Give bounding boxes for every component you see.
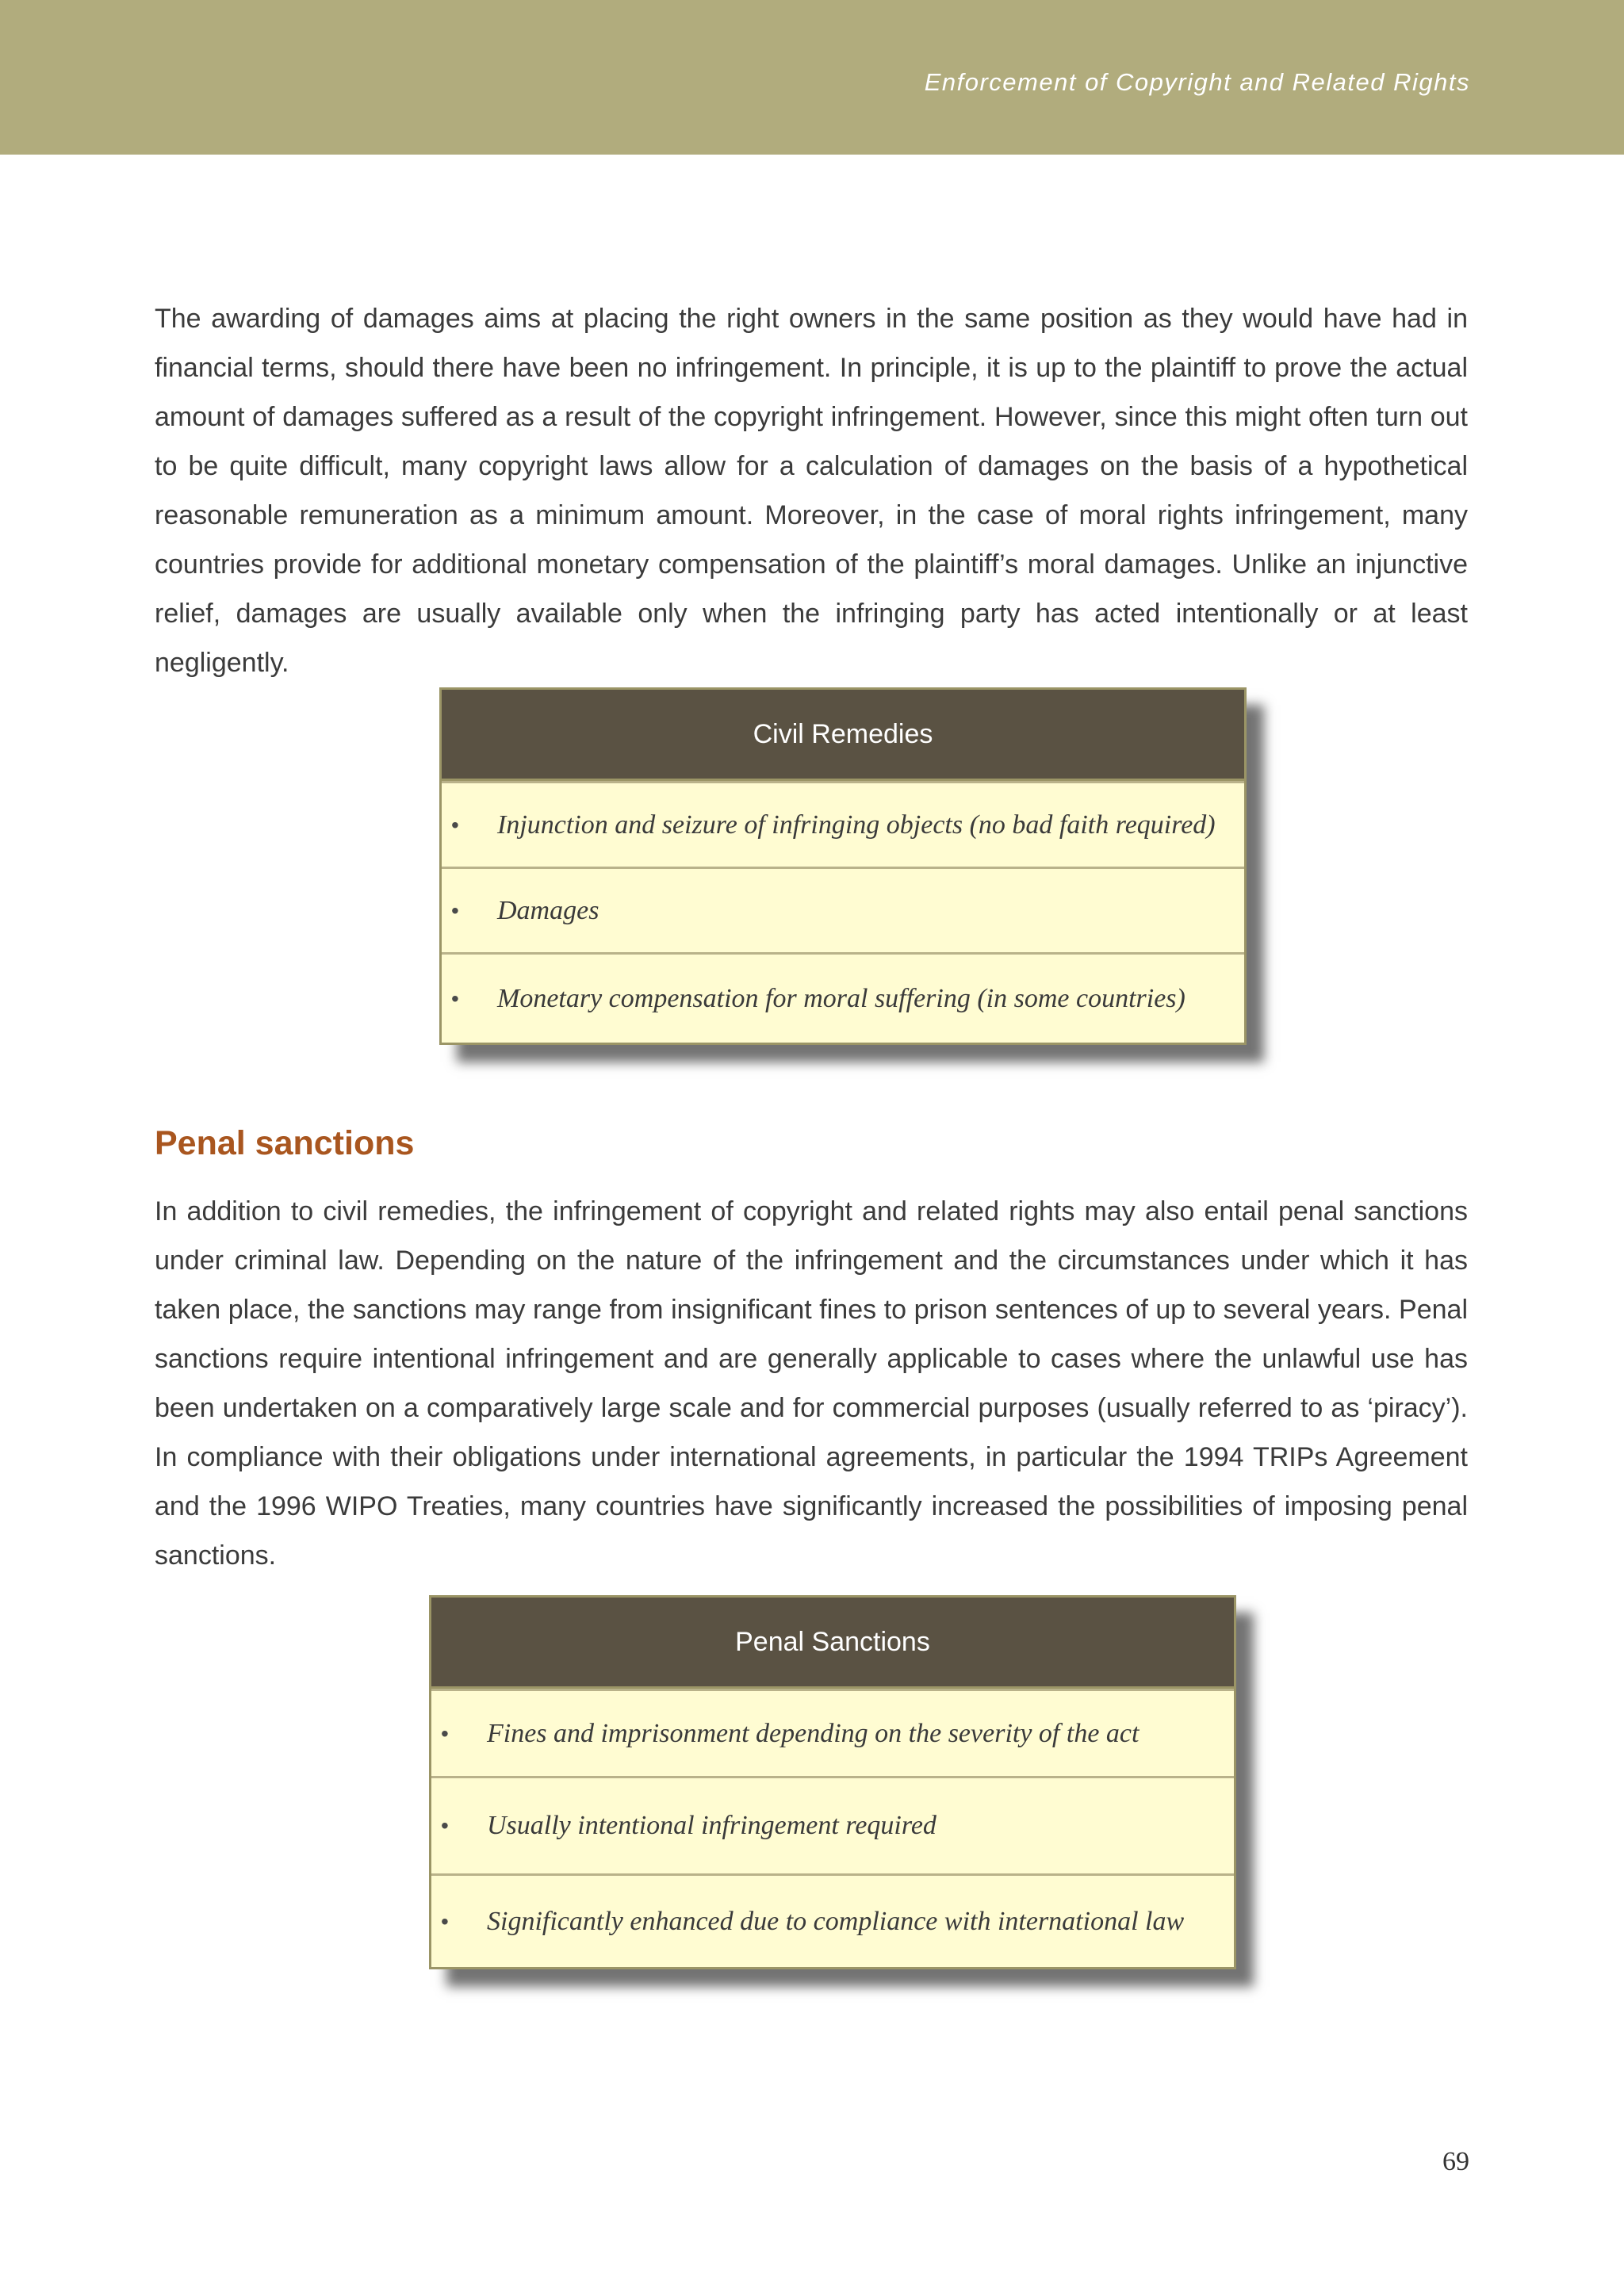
penal-sanctions-item xyxy=(431,1776,1234,1873)
civil-remedies-item-text: Damages xyxy=(497,895,599,925)
bullet-icon: • xyxy=(441,1908,449,1934)
penal-sanctions-item-text: Usually intentional infringement required xyxy=(487,1811,936,1840)
body-paragraph-penal: In addition to civil remedies, the infringement of copyright and related rights may also entail penal sanctions under criminal law. Depending on the nature of the infringement and the circumstances under which it has taken place, the sanctions may range from insignificant fines to prison sentences of up to several years. Penal sanctions require intentional infringement and are generally applicable to cases where the unlawful use has been undertaken on a comparatively large scale and for commercial purposes (usually referred to as ‘piracy’). In compliance with their obligations under international agreements, in particular the 1994 TRIPs Agreement and the 1996 WIPO Treaties, many countries have significantly increased the possibilities of imposing penal sanctions. xyxy=(155,1196,1468,1571)
civil-remedies-item-text: Injunction and seizure of infringing objects (no bad faith required) xyxy=(497,809,1216,840)
civil-remedies-item xyxy=(442,867,1244,952)
page-number: 69 xyxy=(1442,2147,1469,2176)
penal-sanctions-title: Penal Sanctions xyxy=(431,1598,1234,1689)
penal-sanctions-item-text: Significantly enhanced due to compliance with international law xyxy=(487,1906,1185,1936)
penal-sanctions-item xyxy=(431,1873,1234,1967)
civil-remedies-item xyxy=(442,781,1244,867)
bullet-icon: • xyxy=(451,812,459,837)
body-paragraph-damages: The awarding of damages aims at placing the right owners in the same position as they would have had in financial terms, should there have been no infringement. In principle, it is up to the plaintiff to prove the actual amount of damages suffered as a result of the copyright infringement. However, since this might often turn out to be quite difficult, many copyright laws allow for a calculation of damages on the basis of a hypothetical reasonable remuneration as a minimum amount. Moreover, in the case of moral rights infringement, many countries provide for additional monetary compensation of the plaintiff’s moral damages. Unlike an injunctive relief, damages are usually available only when the infringing party has acted intentionally or at least negligently. xyxy=(155,304,1468,678)
civil-remedies-title: Civil Remedies xyxy=(442,690,1244,781)
bullet-icon: • xyxy=(451,897,459,923)
penal-sanctions-item xyxy=(431,1689,1234,1776)
civil-remedies-item xyxy=(442,952,1244,1043)
running-title: Enforcement of Copyright and Related Rights xyxy=(924,68,1470,96)
section-title-penal-sanctions: Penal sanctions xyxy=(155,1124,415,1162)
penal-sanctions-item-text: Fines and imprisonment depending on the severity of the act xyxy=(487,1718,1139,1748)
penal-sanctions-box xyxy=(429,1595,1236,1969)
bullet-icon: • xyxy=(451,985,459,1011)
civil-remedies-box xyxy=(439,687,1247,1045)
header-band xyxy=(0,0,1624,155)
bullet-icon: • xyxy=(441,1813,449,1838)
civil-remedies-item-text: Monetary compensation for moral suffering (in some countries) xyxy=(497,983,1185,1013)
bullet-icon: • xyxy=(441,1720,449,1746)
